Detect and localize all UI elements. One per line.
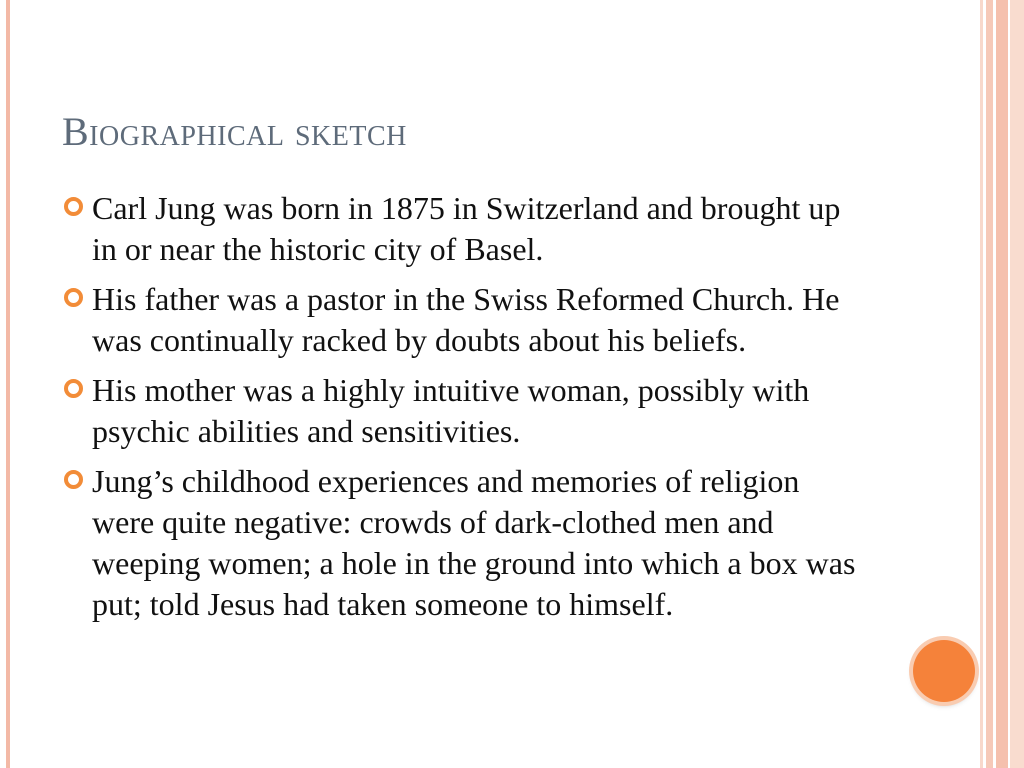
bullet-text: Carl Jung was born in 1875 in Switzerland and brought up in or near the historic city of Basel. <box>92 190 841 267</box>
bullet-text: His mother was a highly intuitive woman, possibly with psychic abilities and sensitivities. <box>92 372 810 449</box>
hollow-circle-bullet-icon <box>64 470 83 489</box>
decorative-bar <box>996 0 1008 768</box>
bullet-item <box>62 370 862 452</box>
bullet-list <box>62 188 862 634</box>
hollow-circle-bullet-icon <box>64 379 83 398</box>
decorative-bar <box>1010 0 1024 768</box>
bullet-item <box>62 461 862 625</box>
right-decorative-bars <box>980 0 1024 768</box>
decorative-bar <box>986 0 993 768</box>
hollow-circle-bullet-icon <box>64 197 83 216</box>
bullet-text: His father was a pastor in the Swiss Reformed Church. He was continually racked by doubts about his beliefs. <box>92 281 840 358</box>
hollow-circle-bullet-icon <box>64 288 83 307</box>
bullet-item <box>62 279 862 361</box>
orange-circle-decoration <box>913 640 975 702</box>
bullet-item <box>62 188 862 270</box>
bullet-text: Jung’s childhood experiences and memories of religion were quite negative: crowds of dark-clothed men and weeping women; a hole in the ground into which a box was put; told Jesus had taken someone to himself. <box>92 463 856 622</box>
left-border-line <box>6 0 10 768</box>
decorative-bar <box>980 0 983 768</box>
slide-title: Biographical sketch <box>62 109 407 154</box>
